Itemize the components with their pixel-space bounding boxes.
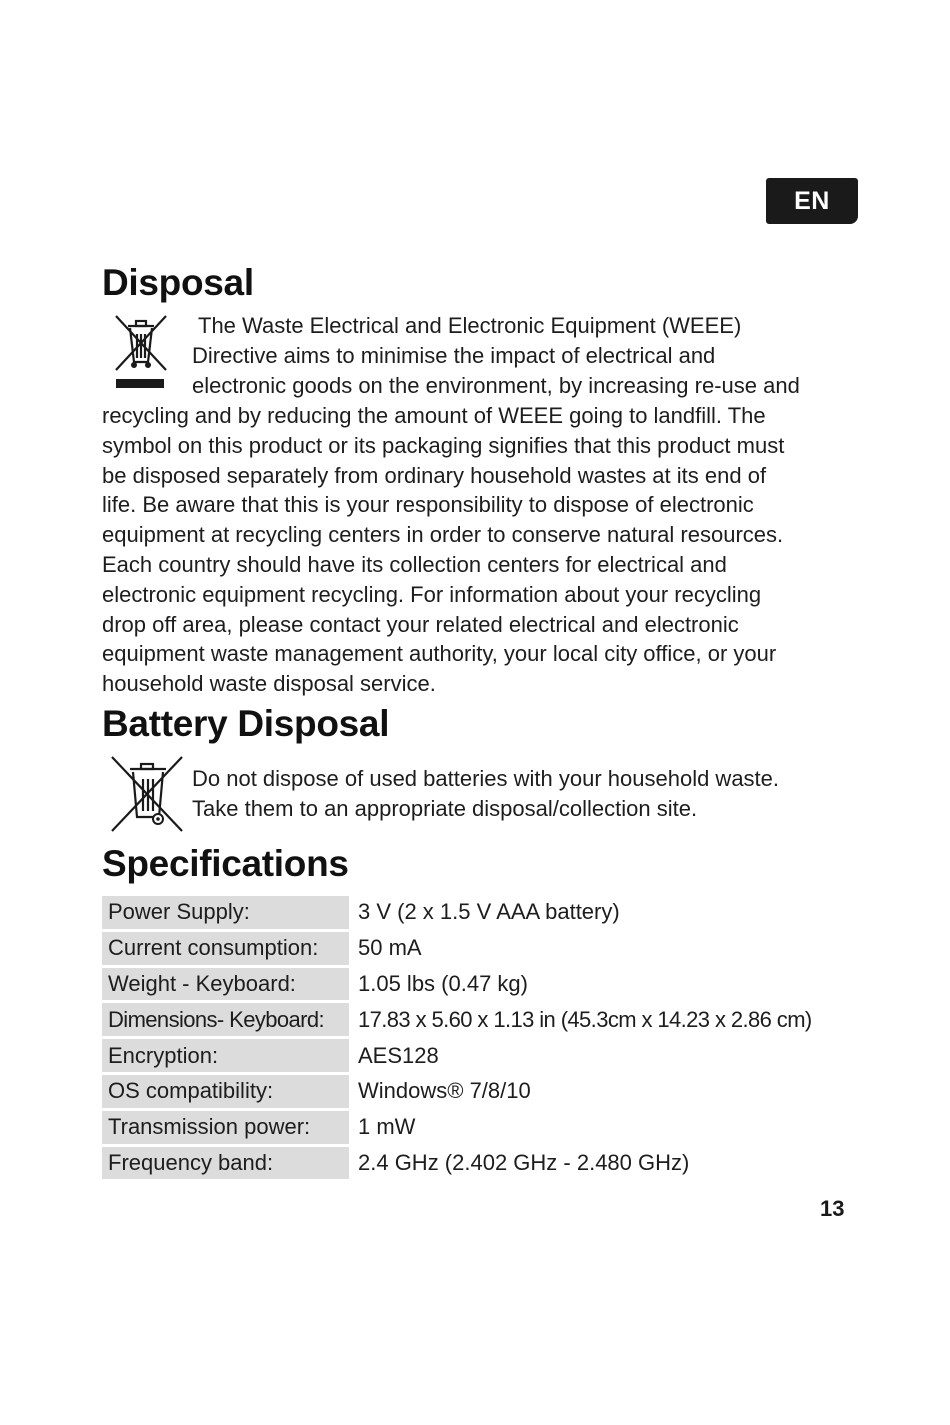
spec-label: Dimensions- Keyboard: xyxy=(102,1003,352,1036)
disposal-line: life. Be aware that this is your responsibility to dispose of electronic xyxy=(102,492,754,518)
spec-value: 50 mA xyxy=(358,935,422,961)
battery-crossed-bin-icon xyxy=(106,755,186,833)
language-tab: EN xyxy=(766,178,858,224)
battery-disposal-heading: Battery Disposal xyxy=(102,703,390,744)
spec-row xyxy=(102,1111,812,1144)
spec-row xyxy=(102,1039,812,1072)
spec-value: 17.83 x 5.60 x 1.13 in (45.3cm x 14.23 x 2.86 cm) xyxy=(358,1006,812,1032)
disposal-line: Each country should have its collection centers for electrical and xyxy=(102,551,727,577)
specifications-heading: Specifications xyxy=(102,843,349,884)
specifications-table xyxy=(102,893,812,1182)
spec-row xyxy=(102,932,812,965)
disposal-line: electronic equipment recycling. For information about your recycling xyxy=(102,581,762,607)
disposal-line: equipment at recycling centers in order to conserve natural resources. xyxy=(102,522,784,548)
disposal-line: electronic goods on the environment, by increasing re-use and xyxy=(192,373,800,398)
spec-row xyxy=(102,896,812,929)
spec-value: 1.05 lbs (0.47 kg) xyxy=(358,970,528,996)
spec-row xyxy=(102,1147,812,1180)
spec-value: 3 V (2 x 1.5 V AAA battery) xyxy=(358,899,620,925)
spec-label: Power Supply: xyxy=(102,896,352,929)
spec-label: Current consumption: xyxy=(102,932,352,965)
disposal-line: symbol on this product or its packaging signifies that this product must xyxy=(102,432,785,458)
disposal-line: equipment waste management authority, your local city office, or your xyxy=(102,641,777,667)
disposal-line: Directive aims to minimise the impact of electrical and xyxy=(192,343,716,368)
weee-crossed-bin-icon xyxy=(110,312,172,394)
spec-label: Encryption: xyxy=(102,1039,352,1072)
battery-line: Take them to an appropriate disposal/collection site. xyxy=(192,796,698,821)
spec-label: Weight - Keyboard: xyxy=(102,968,352,1001)
spec-row xyxy=(102,968,812,1001)
spec-value: Windows® 7/8/10 xyxy=(358,1078,531,1104)
spec-value: 2.4 GHz (2.402 GHz - 2.480 GHz) xyxy=(358,1149,690,1175)
disposal-line: The Waste Electrical and Electronic Equipment (WEEE) xyxy=(198,313,742,338)
spec-label: Transmission power: xyxy=(102,1111,352,1144)
disposal-line: be disposed separately from ordinary household wastes at its end of xyxy=(102,462,767,488)
disposal-line: recycling and by reducing the amount of WEEE going to landfill. The xyxy=(102,403,766,428)
disposal-line: household waste disposal service. xyxy=(102,671,436,697)
spec-label: OS compatibility: xyxy=(102,1075,352,1108)
spec-value: 1 mW xyxy=(358,1114,416,1140)
disposal-heading: Disposal xyxy=(102,262,254,303)
battery-line: Do not dispose of used batteries with your household waste. xyxy=(192,766,780,791)
spec-row xyxy=(102,1075,812,1108)
page-number: 13 xyxy=(820,1196,845,1221)
disposal-line: drop off area, please contact your related electrical and electronic xyxy=(102,611,739,637)
spec-value: AES128 xyxy=(358,1042,439,1068)
spec-row xyxy=(102,1003,812,1036)
disposal-paragraph xyxy=(102,401,852,699)
spec-label: Frequency band: xyxy=(102,1147,352,1180)
